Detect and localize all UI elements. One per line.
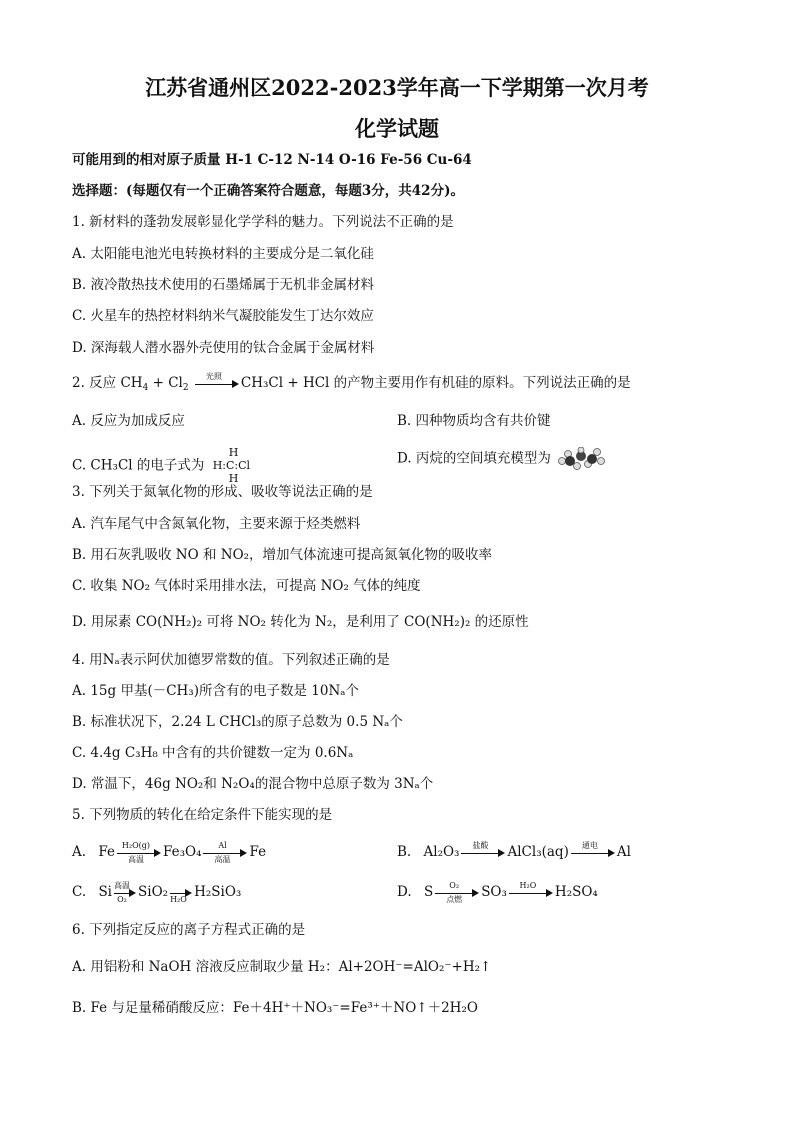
q2-stem-sub4: 4 — [142, 383, 149, 393]
q2-stem-post: CH₃Cl + HCl 的产物主要用作有机硅的原料。下列说法正确的是 — [240, 375, 631, 391]
section-heading: 选择题：(每题仅有一个正确答案符合题意，每题3分，共42分)。 — [72, 183, 464, 199]
q3-option-b: B. 用石灰乳吸收 NO 和 NO₂，增加气体流速可提高氮氧化物的吸收率 — [72, 547, 493, 563]
q5-option-c — [72, 880, 242, 904]
q1-stem: 1. 新材料的蓬勃发展彰显化学学科的魅力。下列说法不正确的是 — [72, 214, 454, 230]
q5-a-arrow1 — [117, 840, 161, 864]
q5-b-end: Al — [616, 844, 631, 860]
q3-option-a: A. 汽车尾气中含氮氧化物，主要来源于烃类燃料 — [72, 516, 361, 532]
q5-option-d — [397, 880, 598, 904]
q2-stem — [72, 371, 631, 397]
q5-d-start: S — [423, 884, 434, 900]
arrow-condition: 光照 — [205, 371, 222, 381]
q1-option-a: A. 太阳能电池光电转换材料的主要成分是二氧化硅 — [72, 246, 374, 262]
q5-stem: 5. 下列物质的转化在给定条件下能实现的是 — [72, 807, 333, 823]
q5-b-arrow1 — [461, 840, 505, 862]
q5-a-arrow1-bottom: 高温 — [127, 854, 144, 864]
q5-d-label: D. — [397, 884, 412, 900]
q2-stem-pre: 2. 反应 CH — [72, 375, 143, 391]
q5-a-arrow2-bottom: 高温 — [214, 854, 231, 864]
lewis-bottom: H — [228, 472, 239, 485]
q5-a-start: Fe — [98, 844, 115, 860]
q5-a-arrow2-top: Al — [218, 840, 227, 850]
q4-option-b: B. 标准状况下，2.24 L CHCl₃的原子总数为 0.5 Nₐ个 — [72, 714, 403, 730]
q5-c-start: Si — [98, 884, 113, 900]
q5-b-arrow2 — [571, 840, 615, 862]
q2-stem-sub2: 2 — [182, 383, 189, 393]
propane-space-filling-model — [557, 447, 607, 471]
lewis-mid: H:C:Cl — [212, 459, 251, 472]
q2-stem-plus: + Cl — [148, 375, 183, 391]
q5-c-arrow1 — [114, 880, 136, 904]
q2-option-d — [397, 447, 607, 471]
q2-option-c — [72, 447, 257, 485]
q5-d-arrow2 — [509, 880, 553, 902]
q5-a-label: A. — [72, 844, 87, 860]
q2-option-a: A. 反应为加成反应 — [72, 413, 185, 429]
q5-c-arrow2 — [170, 884, 192, 902]
exam-subtitle: 化学试题 — [355, 116, 439, 141]
q5-c-arrow1-top: 高温 — [114, 880, 131, 890]
q5-d-end: H₂SO₄ — [554, 884, 598, 900]
q5-b-mid: AlCl₃(aq) — [507, 844, 569, 860]
electron-formula — [213, 447, 257, 485]
q5-a-arrow2 — [203, 840, 247, 864]
q5-c-arrow2-bottom: H₂O — [170, 894, 187, 904]
q5-d-mid: SO₃ — [481, 884, 507, 900]
q5-c-arrow1-bottom: O₂ — [117, 894, 127, 904]
q5-d-arrow1-top: O₂ — [449, 880, 460, 890]
q5-d-arrow1 — [435, 880, 479, 904]
atomic-masses: 可能用到的相对原子质量 H-1 C-12 N-14 O-16 Fe-56 Cu-64 — [72, 152, 472, 168]
q3-option-d: D. 用尿素 CO(NH₂)₂ 可将 NO₂ 转化为 N₂，是利用了 CO(NH₂)₂ 的还原性 — [72, 614, 529, 630]
q1-option-c: C. 火星车的热控材料纳米气凝胶能发生丁达尔效应 — [72, 308, 374, 324]
q5-b-start: Al₂O₃ — [423, 844, 460, 860]
q4-option-c: C. 4.4g C₃H₈ 中含有的共价键数一定为 0.6Nₐ — [72, 745, 354, 761]
q5-a-arrow1-top: H₂O(g) — [121, 840, 151, 850]
q4-option-a: A. 15g 甲基(－CH₃)所含有的电子数是 10Nₐ个 — [72, 683, 359, 699]
q5-d-arrow2-top: H₂O — [519, 880, 537, 890]
q3-option-c: C. 收集 NO₂ 气体时采用排水法，可提高 NO₂ 气体的纯度 — [72, 578, 421, 594]
q5-a-mid: Fe₃O₄ — [162, 844, 202, 860]
q5-b-arrow1-top: 盐酸 — [472, 840, 489, 850]
q6-option-a: A. 用铝粉和 NaOH 溶液反应制取少量 H₂：Al+2OH⁻=AlO₂⁻+H₂↑ — [72, 959, 492, 975]
q1-option-d: D. 深海载人潜水器外壳使用的钛合金属于金属材料 — [72, 340, 375, 356]
q5-c-label: C. — [72, 884, 87, 900]
q5-option-a — [72, 840, 267, 864]
q3-stem: 3. 下列关于氮氧化物的形成、吸收等说法正确的是 — [72, 484, 373, 500]
q2-option-b: B. 四种物质均含有共价键 — [397, 413, 551, 429]
q4-option-d: D. 常温下，46g NO₂和 N₂O₄的混合物中总原子数为 3Nₐ个 — [72, 776, 434, 792]
q5-option-b — [397, 840, 631, 862]
exam-title: 江苏省通州区2022-2023学年高一下学期第一次月考 — [145, 75, 649, 100]
q4-stem: 4. 用Nₐ表示阿伏加德罗常数的值。下列叙述正确的是 — [72, 652, 390, 668]
reaction-arrow — [195, 371, 239, 393]
q5-b-arrow2-top: 通电 — [581, 840, 598, 850]
q5-a-end: Fe — [249, 844, 267, 860]
q2-option-d-text: D. 丙烷的空间填充模型为 — [397, 450, 551, 467]
q6-option-b: B. Fe 与足量稀硝酸反应：Fe＋4H⁺＋NO₃⁻=Fe³⁺＋NO↑＋2H₂O — [72, 1000, 478, 1016]
q5-b-label: B. — [397, 844, 412, 860]
q5-c-end: H₂SiO₃ — [194, 884, 242, 900]
lewis-top: H — [228, 446, 239, 459]
q5-d-arrow1-bottom: 点燃 — [446, 894, 463, 904]
q5-c-mid: SiO₂ — [138, 884, 169, 900]
q1-option-b: B. 液冷散热技术使用的石墨烯属于无机非金属材料 — [72, 277, 375, 293]
q2-option-c-text: C. CH₃Cl 的电子式为 — [72, 457, 205, 474]
q6-stem: 6. 下列指定反应的离子方程式正确的是 — [72, 922, 306, 938]
